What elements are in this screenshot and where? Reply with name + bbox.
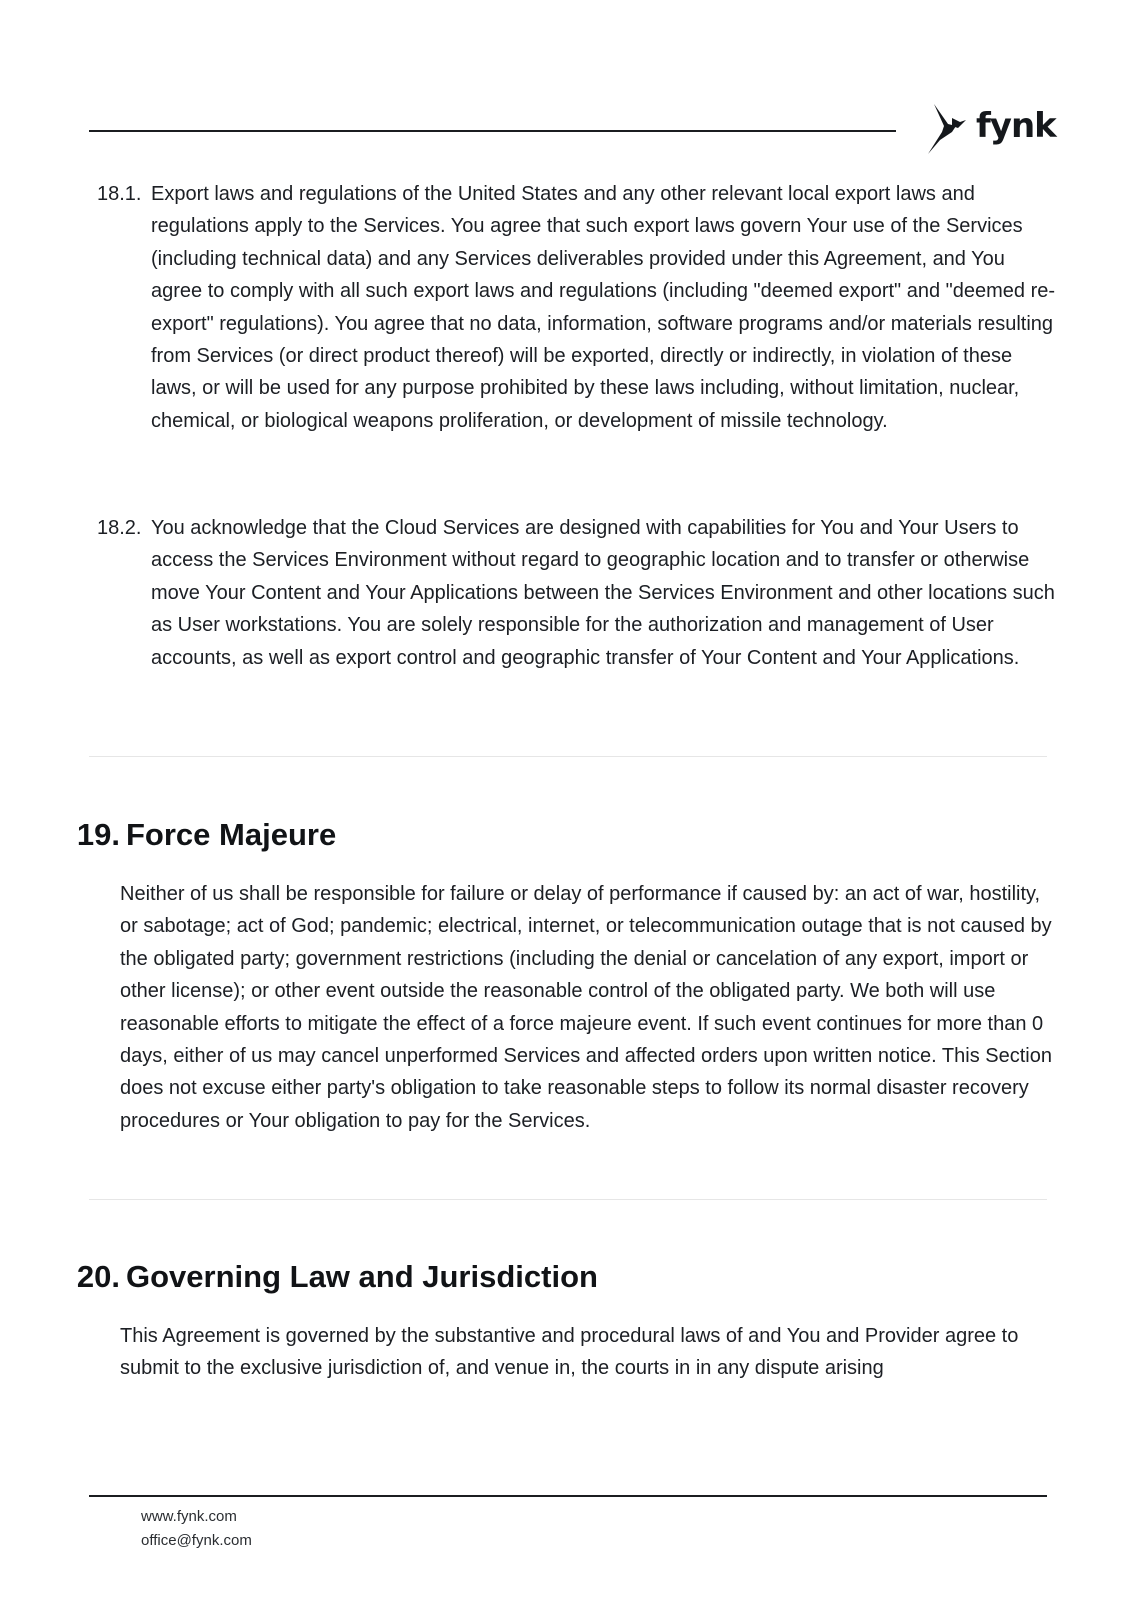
clause-text: Export laws and regulations of the United States and any other relevant local export laws and regulations apply to the Services. You agree that such export laws govern Your use of the Services (including technical data) and any Services deliverables provided under this Agreement, and You agree to comply with all such export laws and regulations (including "deemed export" and "deemed re- export" regulations). You agree that no data, information, software programs and/or materials resulting from Services (or direct product thereof) will be exported, directly or indirectly, in violation of these laws, or will be used for any purpose prohibited by these laws including, without limitation, nuclear, chemical, or biological weapons proliferation, or development of missile technology. [151, 183, 1056, 432]
section-number: 20. [76, 1259, 120, 1294]
logo-text: fynk [976, 106, 1056, 146]
footer-email[interactable]: office@fynk.com [141, 1532, 252, 1549]
section-body-20: This Agreement is governed by the substantive and procedural laws of and You and Provider agree to submit to the exclusive jurisdiction of, and venue in, the courts in in any dispute arising [120, 1325, 1019, 1380]
section-title: Governing Law and Jurisdiction [126, 1259, 598, 1294]
clause-number: 18.2. [97, 517, 142, 539]
footer-rule [89, 1495, 1047, 1497]
clause-number: 18.1. [97, 183, 142, 205]
section-heading-19 [56, 815, 1056, 855]
clause-18-1 [97, 178, 1057, 437]
section-body-19: Neither of us shall be responsible for failure or delay of performance if caused by: an act of war, hostility, or sabotage; act of God; pandemic; electrical, internet, or telecommunication outage that is not caused by the obligated party; government restrictions (including the denial or cancelation of any export, import or other license); or other event outside the reasonable control of the obligated party. We both will use reasonable efforts to mitigate the effect of a force majeure event. If such event continues for more than 0 days, either of us may cancel unperformed Services and affected orders upon written notice. This Section does not excuse either party's obligation to take reasonable steps to follow its normal disaster recovery procedures or Your obligation to pay for the Services. [120, 883, 1052, 1132]
clause-text: You acknowledge that the Cloud Services are designed with capabilities for You and Your Users to access the Services Environment without regard to geographic location and to transfer or otherwise move Your Content and Your Applications between the Services Environment and other locations such as User workstations. You are solely responsible for the authorization and management of User accounts, as well as export control and geographic transfer of Your Content and Your Applications. [151, 517, 1055, 669]
section-number: 19. [76, 817, 120, 852]
bird-icon [922, 102, 974, 158]
section-heading-20 [56, 1257, 1056, 1297]
fynk-logo [922, 102, 1056, 162]
section-divider [89, 1199, 1047, 1200]
section-divider [89, 756, 1047, 757]
header-rule [89, 130, 896, 132]
clause-18-2 [97, 512, 1057, 674]
footer-website[interactable]: www.fynk.com [141, 1508, 237, 1525]
section-title: Force Majeure [126, 817, 337, 852]
